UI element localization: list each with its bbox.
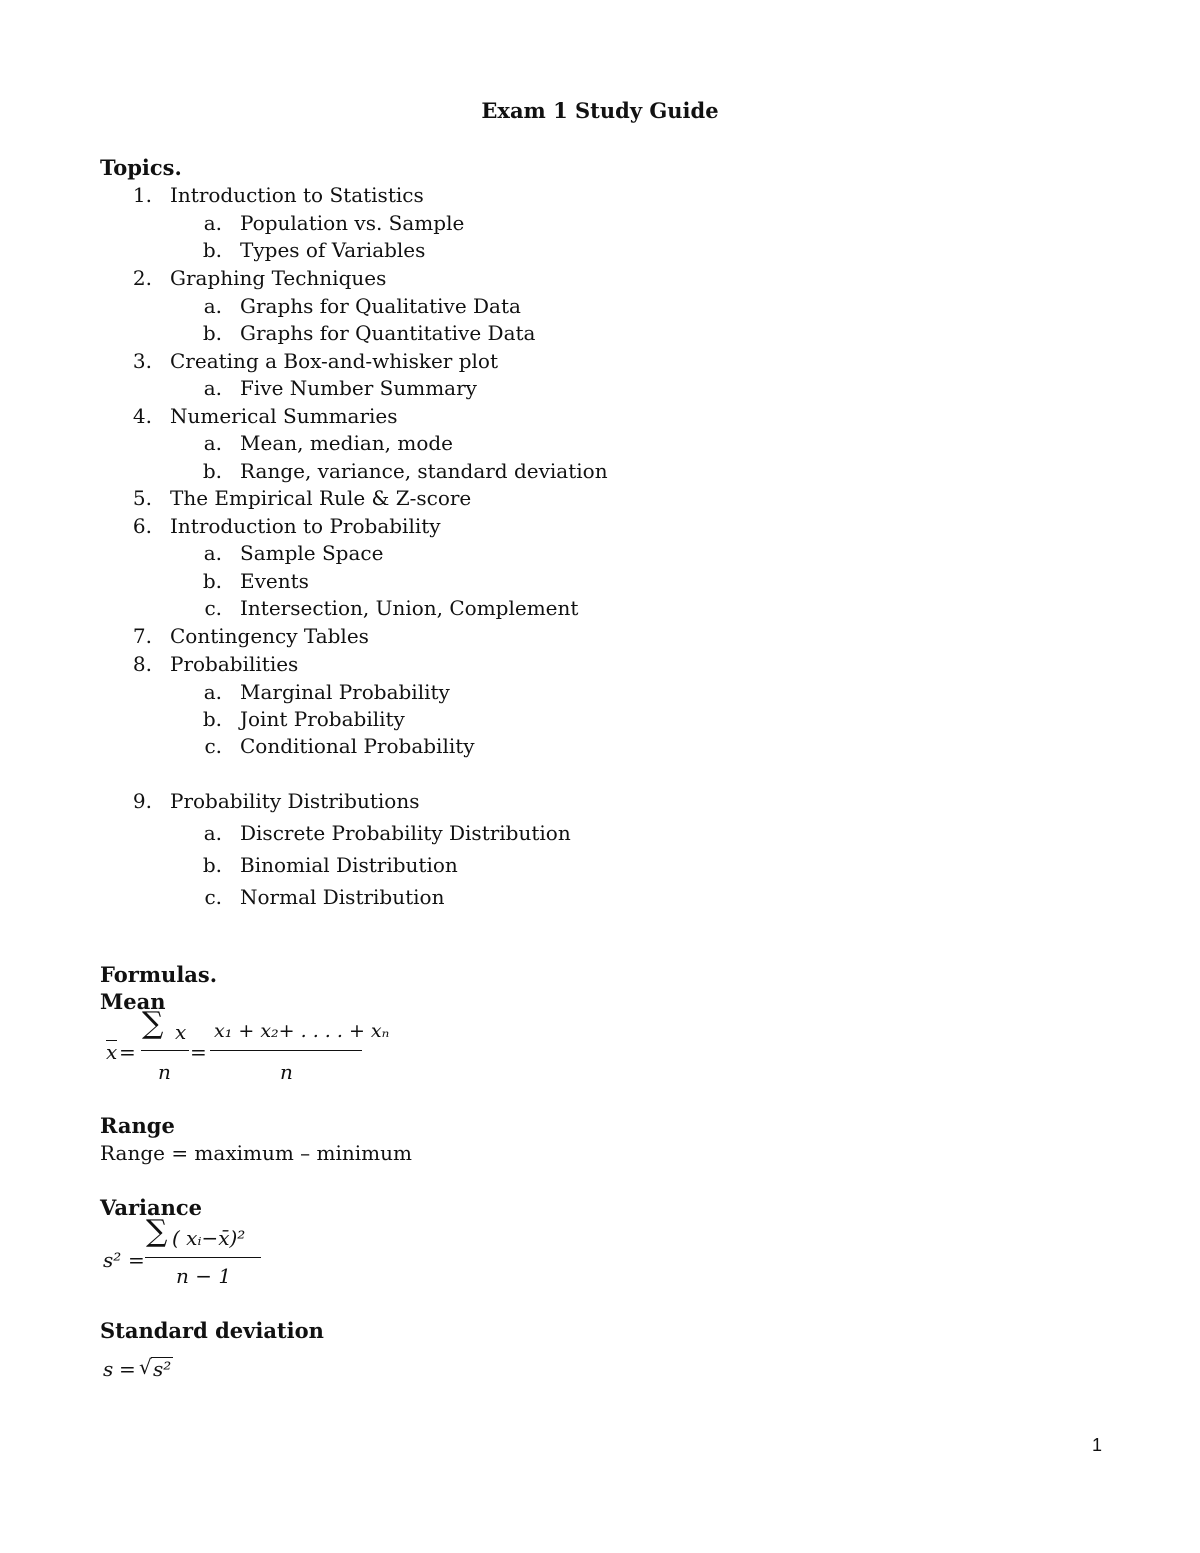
topic-label: Introduction to Statistics xyxy=(170,183,424,207)
mean-sigma: ∑ xyxy=(142,1006,164,1041)
variance-equals: = xyxy=(128,1248,145,1272)
subtopic-letter: a. xyxy=(203,541,222,565)
subtopic-letter: a. xyxy=(203,294,222,318)
stddev-radicand: s² xyxy=(153,1357,172,1381)
topic-number: 7. xyxy=(132,624,152,648)
subtopic-letter: a. xyxy=(203,431,222,455)
subtopic-label: Types of Variables xyxy=(240,238,426,262)
topic-label: Probability Distributions xyxy=(170,789,420,813)
topic-number: 9. xyxy=(132,789,152,813)
subtopic-letter: b. xyxy=(202,853,222,877)
topic-number: 5. xyxy=(132,486,152,510)
subtopic-label: Conditional Probability xyxy=(240,734,475,758)
topic-number: 6. xyxy=(132,514,152,538)
mean-n-2: n xyxy=(280,1060,293,1084)
topic-label: Contingency Tables xyxy=(170,624,369,648)
subtopic-label: Events xyxy=(240,569,309,593)
subtopic-letter: a. xyxy=(203,680,222,704)
subtopic-letter: a. xyxy=(203,376,222,400)
mean-heading: Mean xyxy=(100,989,166,1014)
subtopic-letter: c. xyxy=(204,885,222,909)
mean-xbar: x xyxy=(106,1040,118,1064)
subtopic-letter: b. xyxy=(202,321,222,345)
subtopic-letter: c. xyxy=(204,734,222,758)
mean-equals-2: = xyxy=(190,1040,207,1064)
topic-label: Numerical Summaries xyxy=(170,404,398,428)
radical-sign: √ xyxy=(139,1355,152,1379)
topics-heading: Topics. xyxy=(100,155,182,180)
subtopic-letter: b. xyxy=(202,459,222,483)
page-number: 1 xyxy=(1092,1435,1103,1455)
mean-equals-1: = xyxy=(119,1040,136,1064)
subtopic-label: Population vs. Sample xyxy=(240,211,465,235)
topic-number: 2. xyxy=(132,266,152,290)
mean-x: x xyxy=(175,1020,187,1044)
page-title: Exam 1 Study Guide xyxy=(481,98,719,123)
topic-number: 4. xyxy=(132,404,152,428)
subtopic-letter: c. xyxy=(204,596,222,620)
subtopic-label: Normal Distribution xyxy=(240,885,445,909)
stddev-heading: Standard deviation xyxy=(100,1318,324,1343)
topic-number: 1. xyxy=(132,183,152,207)
subtopic-label: Sample Space xyxy=(240,541,384,565)
variance-heading: Variance xyxy=(100,1195,203,1220)
subtopic-label: Five Number Summary xyxy=(240,376,477,400)
mean-n-1: n xyxy=(158,1060,171,1084)
topic-label: Graphing Techniques xyxy=(170,266,387,290)
subtopic-label: Marginal Probability xyxy=(240,680,450,704)
subtopic-label: Range, variance, standard deviation xyxy=(240,459,608,483)
stddev-lhs: s xyxy=(103,1357,114,1381)
topic-number: 3. xyxy=(132,349,152,373)
mean-fraction-bar-2 xyxy=(210,1050,362,1051)
mean-fraction-bar-1 xyxy=(141,1050,189,1051)
range-heading: Range xyxy=(100,1113,175,1138)
subtopic-letter: b. xyxy=(202,569,222,593)
variance-fraction-bar xyxy=(145,1257,261,1258)
variance-numerator: ( xᵢ−x̄)² xyxy=(172,1226,246,1250)
mean-sum-terms: x₁ + x₂+ . . . . + xₙ xyxy=(214,1020,390,1042)
subtopic-letter: b. xyxy=(202,238,222,262)
subtopic-label: Graphs for Qualitative Data xyxy=(240,294,521,318)
variance-denominator: n − 1 xyxy=(176,1264,232,1288)
topic-label: Probabilities xyxy=(170,652,299,676)
subtopic-label: Discrete Probability Distribution xyxy=(240,821,571,845)
variance-sigma: ∑ xyxy=(146,1214,168,1249)
subtopic-letter: b. xyxy=(202,707,222,731)
subtopic-label: Mean, median, mode xyxy=(240,431,453,455)
topic-number: 8. xyxy=(132,652,152,676)
topic-label: Introduction to Probability xyxy=(170,514,441,538)
topic-label: The Empirical Rule & Z-score xyxy=(170,486,472,510)
topic-label: Creating a Box-and-whisker plot xyxy=(170,349,498,373)
subtopic-letter: a. xyxy=(203,211,222,235)
subtopic-label: Binomial Distribution xyxy=(240,853,458,877)
range-formula: Range = maximum – minimum xyxy=(100,1141,412,1165)
subtopic-label: Intersection, Union, Complement xyxy=(240,596,579,620)
formulas-heading: Formulas. xyxy=(100,962,218,987)
variance-lhs: s² xyxy=(103,1248,122,1272)
subtopic-label: Joint Probability xyxy=(240,707,405,731)
subtopic-label: Graphs for Quantitative Data xyxy=(240,321,536,345)
stddev-equals: = xyxy=(119,1357,136,1381)
subtopic-letter: a. xyxy=(203,821,222,845)
xbar-overline xyxy=(106,1040,117,1042)
